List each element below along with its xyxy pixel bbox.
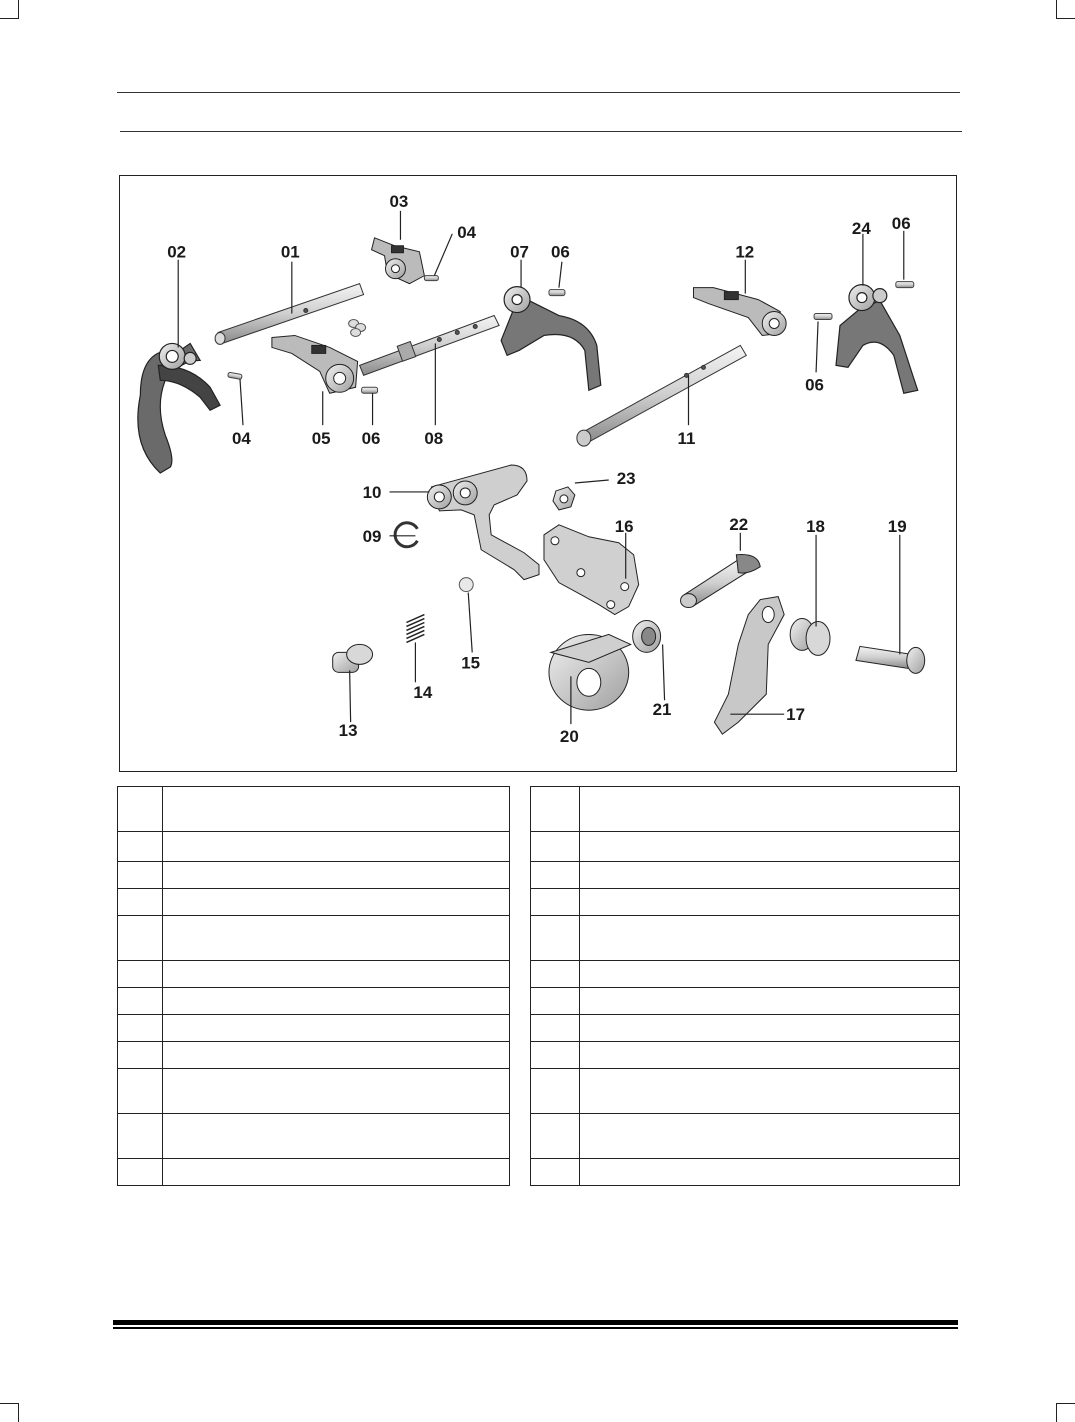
- table-cell-description: [580, 988, 960, 1015]
- header-rule-top: [117, 92, 960, 93]
- callout-label: 13: [338, 721, 358, 741]
- table-row: [531, 988, 960, 1015]
- table-row: [531, 961, 960, 988]
- table-cell-description: [163, 1042, 510, 1069]
- part-fork-12: [693, 288, 786, 336]
- table-cell-number: [531, 832, 580, 862]
- part-shaft-22: [681, 554, 761, 607]
- part-bushing-21: [633, 621, 661, 653]
- part-shift-fork-24: [836, 285, 918, 394]
- table-row: [118, 1159, 510, 1186]
- callout-label: 18: [806, 516, 825, 536]
- part-circlip-09: [395, 523, 417, 547]
- table-cell-number: [531, 1159, 580, 1186]
- table-row: [118, 1015, 510, 1042]
- table-cell-number: [118, 916, 163, 961]
- callout-label: 06: [550, 242, 570, 262]
- table-row: [118, 1069, 510, 1114]
- callout-label: 22: [729, 514, 749, 534]
- callout-label: 16: [614, 516, 634, 536]
- table-row: [531, 1114, 960, 1159]
- table-cell-number: [118, 832, 163, 862]
- table-cell-description: [580, 1069, 960, 1114]
- part-shaft-10: [427, 465, 539, 580]
- callout-labels: [167, 192, 910, 746]
- part-pin-04-a: [424, 276, 438, 281]
- callout-label: 14: [413, 683, 433, 703]
- table-cell-number: [531, 1069, 580, 1114]
- callout-label: 04: [232, 429, 251, 449]
- footer-rule-thin: [113, 1327, 958, 1329]
- header-rule-bottom: [120, 131, 962, 132]
- table-cell-number: [118, 961, 163, 988]
- table-cell-number: [118, 1069, 163, 1114]
- part-fork-05: [272, 335, 358, 393]
- table-cell-number: [118, 1114, 163, 1159]
- table-row: [118, 1114, 510, 1159]
- part-shift-rod-11: [577, 345, 746, 449]
- table-cell-number: [531, 1042, 580, 1069]
- part-pin-19: [856, 646, 925, 673]
- table-cell-description: [163, 832, 510, 862]
- part-shift-fork-02: [138, 343, 220, 473]
- table-row: [531, 832, 960, 862]
- table-cell-description: [580, 862, 960, 889]
- footer-rule-thick: [113, 1320, 958, 1325]
- part-spring-14: [406, 615, 424, 643]
- part-balls: [349, 320, 366, 337]
- part-bolt-13: [333, 644, 373, 672]
- callout-label: 17: [786, 705, 806, 725]
- crop-mark-top-left: [0, 0, 19, 19]
- part-pin-06-d: [896, 282, 914, 288]
- callout-label: 04: [457, 222, 477, 242]
- part-bushing-18: [790, 619, 830, 656]
- part-shift-rod-08: [360, 316, 500, 376]
- callout-label: 03: [389, 191, 409, 211]
- table-row: [531, 916, 960, 961]
- table-cell-number: [118, 787, 163, 832]
- table-cell-number: [531, 889, 580, 916]
- table-cell-description: [580, 889, 960, 916]
- callout-label: 06: [361, 429, 381, 449]
- exploded-parts-diagram: [119, 175, 957, 772]
- part-lever-17: [714, 597, 784, 735]
- table-row: [531, 889, 960, 916]
- callout-label: 10: [362, 482, 382, 502]
- callout-label: 02: [167, 242, 187, 262]
- table-cell-description: [163, 1069, 510, 1114]
- table-cell-description: [163, 862, 510, 889]
- table-row: [118, 1042, 510, 1069]
- table-row: [118, 916, 510, 961]
- table-cell-number: [531, 1114, 580, 1159]
- table-row: [531, 1069, 960, 1114]
- part-shift-rod-01: [215, 284, 364, 345]
- table-cell-number: [118, 988, 163, 1015]
- callout-label: 08: [424, 429, 444, 449]
- table-cell-number: [531, 1015, 580, 1042]
- table-cell-description: [163, 889, 510, 916]
- part-shift-fork-07: [501, 287, 601, 391]
- table-row: [531, 787, 960, 832]
- table-cell-description: [580, 832, 960, 862]
- callout-label: 21: [652, 700, 672, 720]
- callout-label: 11: [677, 429, 696, 449]
- table-cell-description: [580, 787, 960, 832]
- table-cell-description: [580, 1159, 960, 1186]
- table-cell-number: [118, 1042, 163, 1069]
- callout-label: 23: [616, 468, 636, 488]
- table-cell-description: [580, 961, 960, 988]
- table-row: [118, 787, 510, 832]
- table-cell-number: [118, 862, 163, 889]
- part-pin-06-b: [549, 290, 565, 296]
- table-cell-number: [531, 916, 580, 961]
- table-row: [531, 862, 960, 889]
- table-cell-number: [118, 889, 163, 916]
- callout-label: 20: [559, 727, 579, 747]
- table-cell-description: [163, 1015, 510, 1042]
- callout-label: 05: [311, 429, 331, 449]
- part-nut-23: [553, 487, 575, 510]
- table-row: [531, 1042, 960, 1069]
- part-washer-20: [549, 634, 631, 710]
- callout-label: 15: [461, 653, 481, 673]
- table-cell-number: [531, 787, 580, 832]
- table-cell-description: [580, 1015, 960, 1042]
- parts-table-right: [530, 786, 960, 1186]
- table-row: [118, 889, 510, 916]
- table-row: [118, 961, 510, 988]
- callout-label: 09: [362, 526, 382, 546]
- crop-mark-top-right: [1056, 0, 1075, 19]
- table-cell-number: [118, 1159, 163, 1186]
- table-cell-description: [163, 916, 510, 961]
- table-cell-description: [580, 916, 960, 961]
- table-row: [118, 862, 510, 889]
- part-detent-ball-15: [459, 578, 473, 592]
- part-pin-06-c: [814, 314, 832, 320]
- table-cell-number: [531, 961, 580, 988]
- table-cell-description: [163, 1114, 510, 1159]
- table-cell-description: [580, 1114, 960, 1159]
- table-row: [531, 1015, 960, 1042]
- callout-label: 06: [805, 375, 824, 395]
- table-row: [531, 1159, 960, 1186]
- callout-label: 06: [891, 213, 911, 233]
- part-pin-04-b: [228, 372, 243, 379]
- part-pin-06-a: [362, 387, 378, 393]
- callout-label: 19: [887, 516, 907, 536]
- table-row: [118, 832, 510, 862]
- table-row: [118, 988, 510, 1015]
- part-plate-16: [544, 525, 639, 615]
- table-cell-number: [531, 988, 580, 1015]
- crop-mark-bottom-left: [0, 1403, 19, 1422]
- table-cell-description: [163, 787, 510, 832]
- callout-label: 24: [851, 218, 871, 238]
- callout-label: 07: [510, 242, 529, 262]
- callout-label: 01: [280, 242, 300, 262]
- part-fork-03: [372, 238, 425, 284]
- table-cell-description: [163, 961, 510, 988]
- table-cell-description: [580, 1042, 960, 1069]
- callout-label: 12: [735, 242, 755, 262]
- table-cell-description: [163, 988, 510, 1015]
- parts-table-left: [117, 786, 510, 1186]
- crop-mark-bottom-right: [1056, 1403, 1075, 1422]
- table-cell-description: [163, 1159, 510, 1186]
- table-cell-number: [531, 862, 580, 889]
- table-cell-number: [118, 1015, 163, 1042]
